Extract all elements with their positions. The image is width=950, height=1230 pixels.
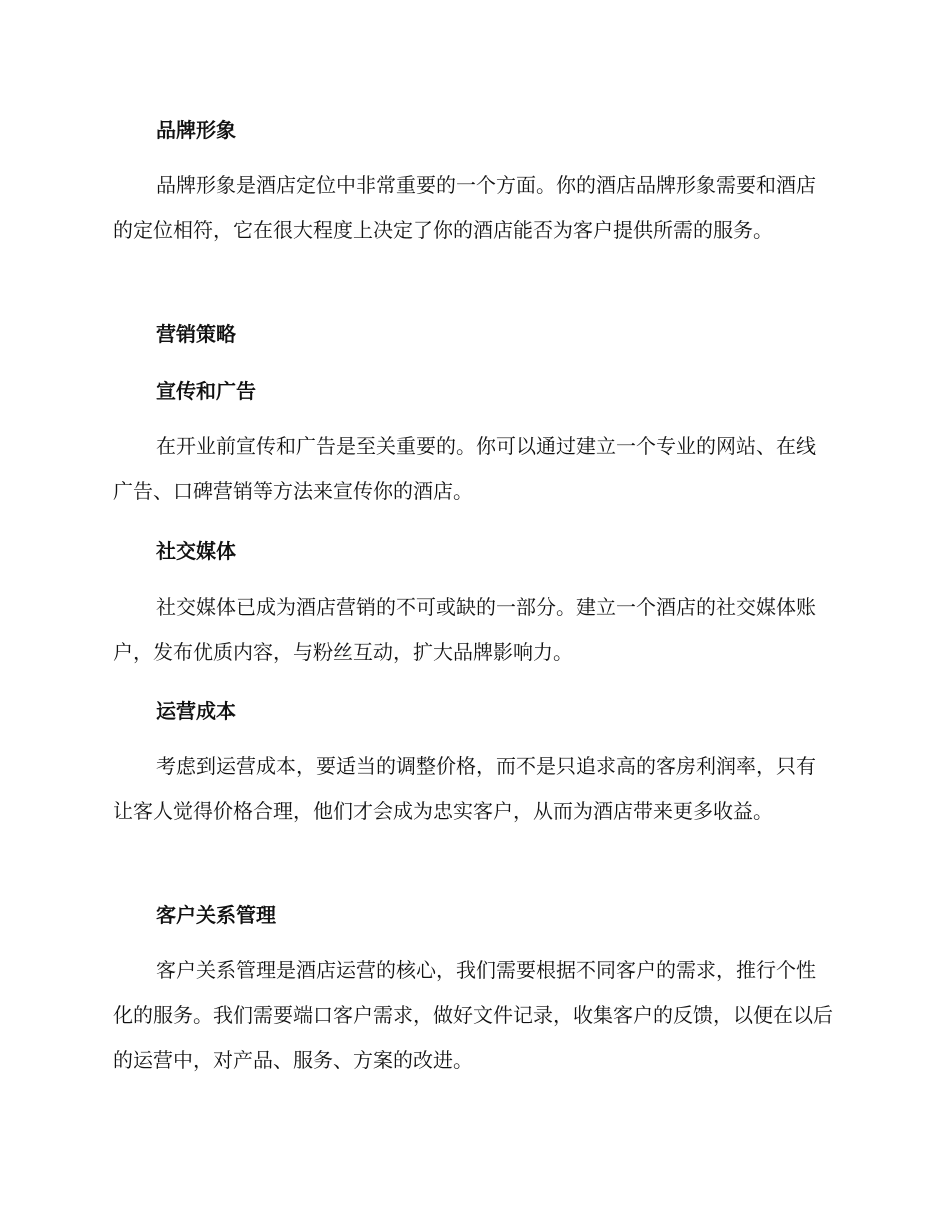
heading-customer-relationship: 客户关系管理 [156,903,276,927]
heading-brand-image: 品牌形象 [156,118,236,142]
paragraph-social-media: 社交媒体已成为酒店营销的不可或缺的一部分。建立一个酒店的社交媒体账户，发布优质内容，与粉丝互动，扩大品牌影响力。 [113,595,816,664]
heading-marketing-strategy: 营销策略 [156,322,236,346]
heading-operating-cost: 运营成本 [156,699,236,723]
paragraph-promotion-advertising: 在开业前宣传和广告是至关重要的。你可以通过建立一个专业的网站、在线广告、口碑营销等方法来宣传你的酒店。 [113,434,816,503]
heading-promotion-advertising: 宣传和广告 [156,379,256,403]
paragraph-brand-image: 品牌形象是酒店定位中非常重要的一个方面。你的酒店品牌形象需要和酒店的定位相符，它在很大程度上决定了你的酒店能否为客户提供所需的服务。 [113,173,816,242]
paragraph-operating-cost: 考虑到运营成本，要适当的调整价格，而不是只追求高的客房利润率，只有让客人觉得价格合理，他们才会成为忠实客户，从而为酒店带来更多收益。 [113,754,816,823]
heading-social-media: 社交媒体 [156,539,236,563]
paragraph-customer-relationship: 客户关系管理是酒店运营的核心，我们需要根据不同客户的需求，推行个性化的服务。我们需要端口客户需求，做好文件记录，收集客户的反馈，以便在以后的运营中，对产品、服务、方案的改进。 [113,958,833,1072]
